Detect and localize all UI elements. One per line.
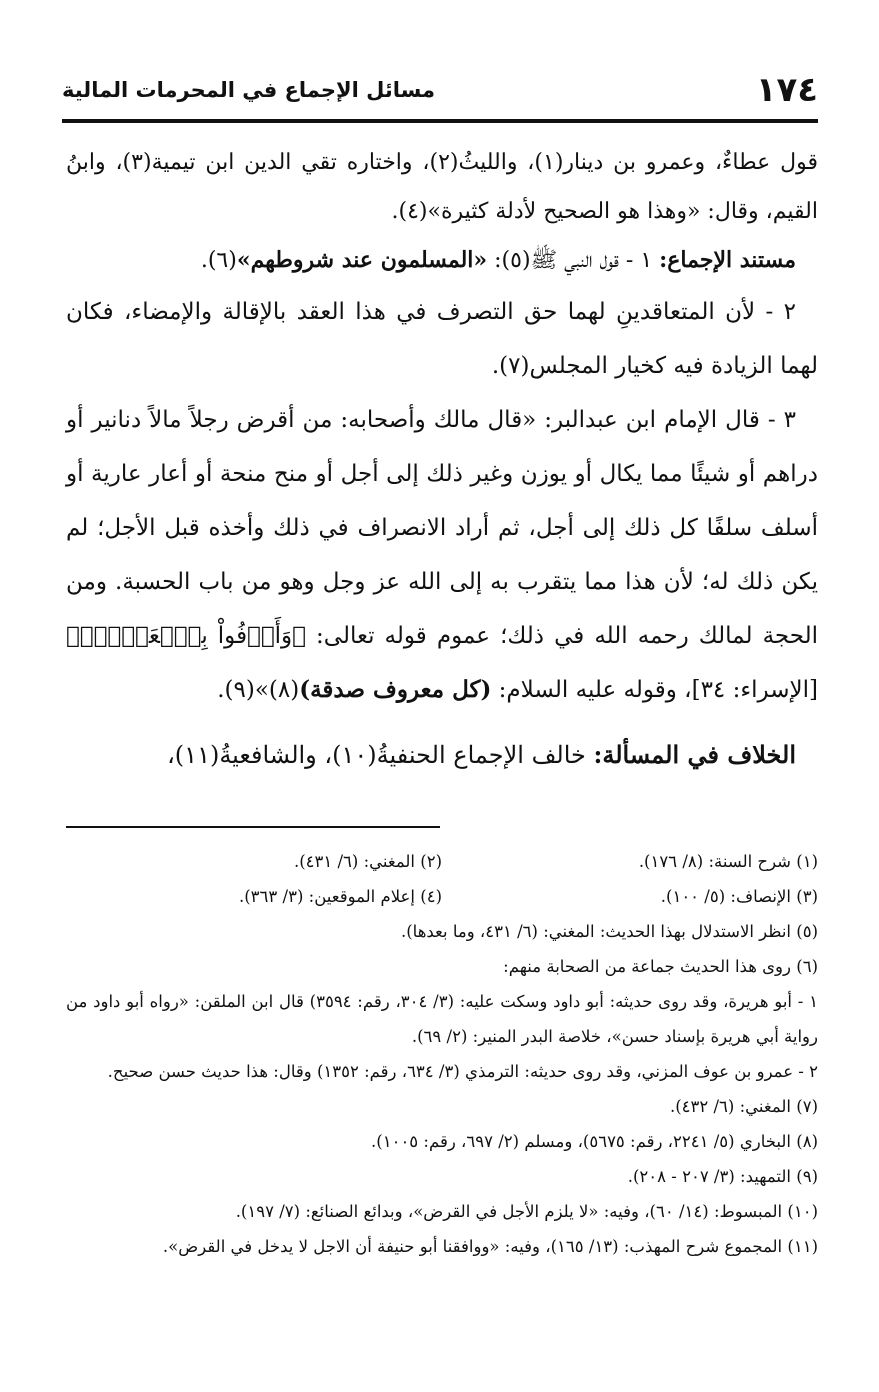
footnote-6-item-2: ٢ - عمرو بن عوف المزني، وقد روى حديثه: الترمذي (٣/ ٦٣٤، رقم: ١٣٥٢) وقال: هذا حديث حسن صحيح.	[107, 1062, 818, 1081]
consensus-basis-end: (٦).	[200, 248, 237, 273]
footnote-6: (٦) روى هذا الحديث جماعة من الصحابة منهم:	[503, 957, 818, 976]
footnote-row	[66, 879, 818, 914]
footnote-9: (٩) التمهيد: (٣/ ٢٠٧ - ٢٠٨).	[627, 1167, 818, 1186]
hadith-quote: «المسلمون عند شروطهم»	[236, 247, 488, 273]
consensus-basis-heading: مستند الإجماع:	[659, 247, 796, 273]
footnote-8: (٨) البخاري (٥/ ٢٢٤١، رقم: ٥٦٧٥)، ومسلم (٢/ ٦٩٧، رقم: ١٠٠٥).	[371, 1132, 818, 1151]
paragraph-2: ٢ - لأن المتعاقدينِ لهما حق التصرف في هذا العقد بالإقالة والإمضاء، فكان لهما الزيادة فيه كخيار المجلس(٧).	[66, 299, 818, 379]
paragraph-consensus-basis	[66, 236, 818, 285]
main-text	[66, 138, 818, 783]
footnote-1: (١) شرح السنة: (٨/ ١٧٦).	[638, 852, 818, 871]
disagreement-text: خالف الإجماع الحنفيةُ(١٠)، والشافعيةُ(١١)،	[167, 741, 594, 769]
hadith-quote-2: (كل معروف صدقة)	[299, 676, 492, 703]
paragraph-disagreement	[66, 727, 818, 783]
footnote-2: (٢) المغني: (٦/ ٤٣١).	[293, 852, 442, 871]
footnote-7: (٧) المغني: (٦/ ٤٣٢).	[669, 1097, 818, 1116]
paragraph-3	[66, 393, 818, 717]
footnote-row	[66, 844, 818, 879]
quote-end: (٨)»(٩).	[217, 677, 300, 703]
footnote-rule	[66, 826, 440, 828]
footnote-10: (١٠) المبسوط: (١٤/ ٦٠)، وفيه: «لا يلزم الأجل في القرض»، وبدائع الصنائع: (٧/ ١٩٧).	[235, 1202, 818, 1221]
paragraph-1: قول عطاءٌ، وعمرو بن دينار(١)، والليثُ(٢)، واختاره تقي الدين ابن تيمية(٣)، وابنُ القيم، وقال: «وهذا هو الصحيح لأدلة كثيرة»(٤).	[66, 150, 819, 224]
footnote-6-item-1: ١ - أبو هريرة، وقد روى حديثه: أبو داود وسكت عليه: (٣/ ٣٠٤، رقم: ٣٥٩٤) قال ابن الملقن: «رواه أبو داود من رواية أبي هريرة بإسناد حسن»، خلاصة البدر المنير: (٢/ ٦٩).	[66, 992, 818, 1046]
footnote-3: (٣) الإنصاف: (٥/ ١٠٠).	[660, 887, 818, 906]
consensus-basis-text: ١ - قول النبي ﷺ(٥):	[487, 248, 660, 273]
footnote-5: (٥) انظر الاستدلال بهذا الحديث: المغني: (٦/ ٤٣١، وما بعدها).	[400, 922, 818, 941]
ibn-abdulbarr-quote: ٣ - قال الإمام ابن عبدالبر: «قال مالك وأصحابه: من أقرض رجلاً مالاً دنانير أو دراهم أو شيئًا مما يكال أو يوزن وغير ذلك إلى أجل أو منح منحة أو أعار عارية أو أسلف سلفًا كل ذلك إلى أجل، ثم أراد الانصراف في ذلك وأخذه قبل الأجل؛ لم يكن ذلك له؛ لأن هذا مما يتقرب به إلى الله عز وجل وهو من باب الحسبة. ومن الحجة لمالك رحمه الله في ذلك؛ عموم قوله تعالى: ﴿وَأَوۡفُواْ بِٱلۡعَهۡدِۖ﴾ [الإسراء: ٣٤]، وقوله عليه السلام:	[66, 407, 818, 703]
footnote-4: (٤) إعلام الموقعين: (٣/ ٣٦٣).	[238, 887, 442, 906]
running-title: مسائل الإجماع في المحرمات المالية	[62, 78, 435, 102]
page-header	[62, 62, 818, 118]
page-number: ١٧٤	[755, 70, 818, 110]
footnotes	[66, 844, 818, 1264]
footnote-11: (١١) المجموع شرح المهذب: (١٣/ ١٦٥)، وفيه: «ووافقنا أبو حنيفة أن الاجل لا يدخل في القرض».	[162, 1237, 818, 1256]
disagreement-heading: الخلاف في المسألة:	[593, 740, 796, 769]
header-rule	[62, 119, 818, 123]
